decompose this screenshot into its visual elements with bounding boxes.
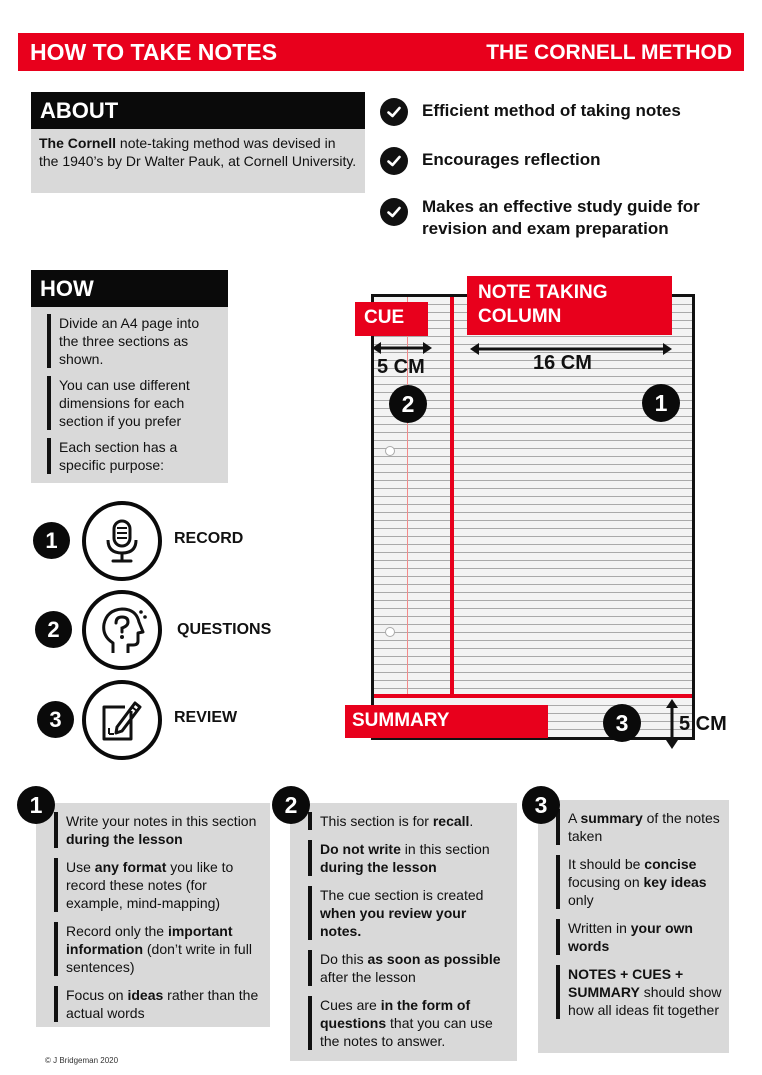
- benefit-item: [380, 147, 742, 175]
- check-icon: [380, 98, 408, 126]
- how-step: Divide an A4 page into the three sections as shown.: [47, 314, 220, 368]
- punch-hole: [385, 627, 395, 637]
- record-point: Use any format you like to record these notes (for example, mind-mapping): [54, 858, 260, 912]
- summary-point: Written in your own words: [556, 919, 723, 955]
- about-text-rest: note-taking method was devised in the 1940’s by Dr Walter Pauk, at Cornell University.: [39, 135, 357, 169]
- notepad-pen-icon: [82, 680, 162, 760]
- benefit-text: Efficient method of taking notes: [422, 101, 681, 120]
- record-point: Focus on ideas rather than the actual words: [54, 986, 260, 1022]
- benefit-text: Makes an effective study guide for revision and exam preparation: [422, 197, 700, 238]
- cue-number: 2: [389, 385, 427, 423]
- title-banner: [18, 33, 744, 71]
- cue-point: Cues are in the form of questions that you can use the notes to answer.: [308, 996, 511, 1050]
- section-number: 2: [272, 786, 310, 824]
- how-step: You can use different dimensions for each section if you prefer: [47, 376, 220, 430]
- summary-point: It should be concise focusing on key ideas only: [556, 855, 723, 909]
- purpose-label-record: RECORD: [174, 530, 244, 547]
- record-point: Record only the important information (don’t write in full sentences): [54, 922, 260, 976]
- benefit-text: Encourages reflection: [422, 150, 601, 169]
- check-icon: [380, 147, 408, 175]
- how-heading: HOW: [31, 270, 228, 307]
- head-question-icon: [82, 590, 162, 670]
- summary-height-arrow: [664, 699, 680, 749]
- benefit-item: [380, 196, 742, 240]
- summary-point: NOTES + CUES + SUMMARY should show how all ideas fit together: [556, 965, 723, 1019]
- purpose-number: 2: [35, 611, 72, 648]
- purpose-label-review: REVIEW: [174, 709, 238, 726]
- cue-point: The cue section is created when you review your notes.: [308, 886, 511, 940]
- purpose-label-questions: QUESTIONS: [177, 621, 272, 638]
- how-step: Each section has a specific purpose:: [47, 438, 220, 474]
- cue-divider: [450, 297, 454, 697]
- note-taking-label-line1: NOTE TAKING: [478, 282, 608, 303]
- summary-section-box: [538, 800, 729, 1053]
- copyright-footer: © J Bridgeman 2020: [45, 1056, 119, 1065]
- summary-point: A summary of the notes taken: [556, 809, 723, 845]
- cue-section-box: [290, 803, 517, 1061]
- punch-hole: [385, 446, 395, 456]
- record-point: Write your notes in this section during the lesson: [54, 812, 260, 848]
- check-icon: [380, 198, 408, 226]
- section-number: 1: [17, 786, 55, 824]
- about-text: [31, 129, 365, 193]
- purpose-number: 1: [33, 522, 70, 559]
- cue-label: CUE: [355, 302, 428, 336]
- record-section-box: [36, 803, 270, 1027]
- about-text-bold: The Cornell: [39, 135, 117, 151]
- summary-label: SUMMARY: [345, 705, 548, 738]
- note-taking-label: [467, 276, 672, 335]
- benefit-item: [380, 98, 742, 126]
- notes-number: 1: [642, 384, 680, 422]
- cue-width-label: 5 CM: [377, 356, 425, 378]
- page-title: HOW TO TAKE NOTES: [30, 39, 278, 65]
- cue-point: Do not write in this section during the lesson: [308, 840, 511, 876]
- cue-width-arrow: [372, 340, 432, 356]
- about-heading: ABOUT: [31, 92, 365, 129]
- summary-height-label: 5 CM: [679, 713, 727, 735]
- note-taking-label-line2: COLUMN: [478, 306, 562, 327]
- how-box: [31, 307, 228, 483]
- section-number: 3: [522, 786, 560, 824]
- purpose-number: 3: [37, 701, 74, 738]
- cue-point: This section is for recall.: [308, 812, 511, 830]
- microphone-icon: [82, 501, 162, 581]
- notes-width-label: 16 CM: [533, 352, 592, 374]
- summary-number: 3: [603, 704, 641, 742]
- page-subtitle: THE CORNELL METHOD: [486, 41, 732, 64]
- cue-point: Do this as soon as possible after the lesson: [308, 950, 511, 986]
